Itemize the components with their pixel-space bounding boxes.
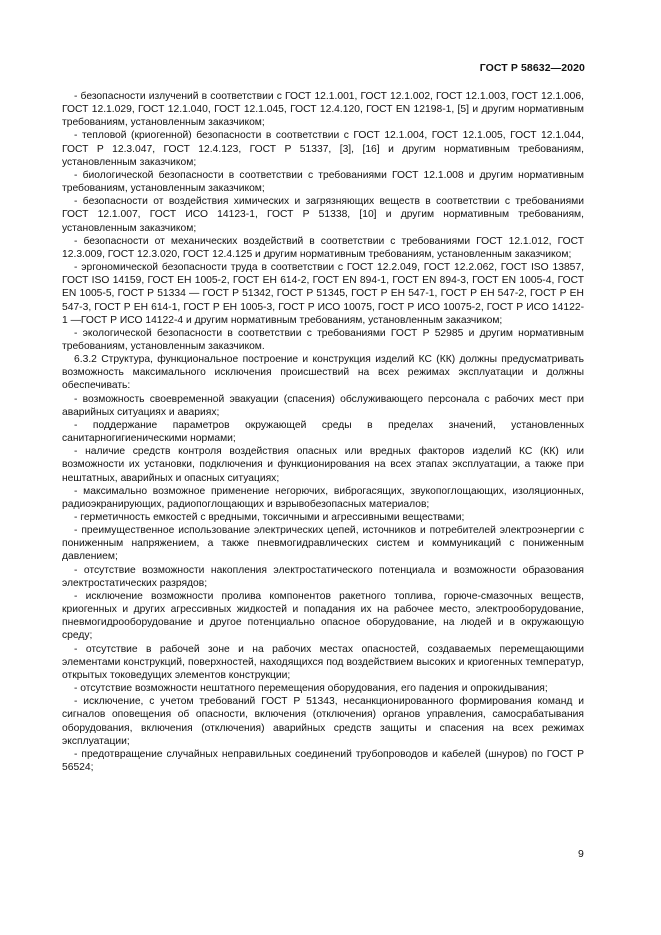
paragraph: - наличие средств контроля воздействия опасных или вредных факторов изделий КС (КК) или возможности их установки, подключения и функционирования на всех этапах эксплуатации, а также при нештатных, аварийных и опасных ситуациях;	[62, 446, 584, 484]
paragraph: - предотвращение случайных неправильных соединений трубопроводов и кабелей (шнуров) по ГОСТ Р 56524;	[62, 748, 584, 773]
section-paragraph: 6.3.2 Структура, функциональное построение и конструкция изделий КС (КК) должны предусматривать возможность максимального исключения происшествий на всех режимах эксплуатации и должны обеспечивать:	[62, 354, 584, 392]
paragraph: - герметичность емкостей с вредными, токсичными и агрессивными веществами;	[74, 512, 465, 523]
body-text	[62, 90, 584, 774]
paragraph: - безопасности от воздействия химических и загрязняющих веществ в соответствии с требованиями ГОСТ 12.1.007, ГОСТ ИСО 14123-1, ГОСТ Р 51338, [10] и другим нормативным требованиям, установленным заказчиком;	[62, 196, 584, 234]
paragraph: - поддержание параметров окружающей среды в пределах значений, установленных санитарногигиеническими нормами;	[62, 419, 584, 445]
paragraph: - исключение возможности пролива компонентов ракетного топлива, горюче-смазочных веществ, криогенных и других агрессивных жидкостей и попадания их на рабочее место, электрооборудование, пневмогидрооборудование и другое потенциально опасное оборудование, на людей и в окружающую среду;	[62, 590, 584, 642]
paragraph: - экологической безопасности в соответствии с требованиями ГОСТ Р 52985 и другим нормативным требованиям, установленным заказчиком.	[62, 327, 584, 352]
paragraph: - возможность своевременной эвакуации (спасения) обслуживающего персонала с рабочих мест при аварийных ситуациях и авариях;	[62, 393, 584, 418]
paragraph: - безопасности излучений в соответствии с ГОСТ 12.1.001, ГОСТ 12.1.002, ГОСТ 12.1.003, ГОСТ 12.1.006, ГОСТ 12.1.029, ГОСТ 12.1.040, ГОСТ 12.1.045, ГОСТ 12.4.120, ГОСТ EN 12198-1, [5] и другим нормативным требованиям, установленным заказчиком;	[62, 91, 584, 129]
paragraph: - отсутствие возможности нештатного перемещения оборудования, его падения и опрокидывания;	[74, 683, 548, 695]
paragraph: - отсутствие возможности накопления электростатического потенциала и возможности образования электростатических разрядов;	[62, 564, 584, 589]
paragraph: - эргономической безопасности труда в соответствии с ГОСТ 12.2.049, ГОСТ 12.2.062, ГОСТ ISO 13857, ГОСТ ISO 14159, ГОСТ ЕН 1005-2, ГОСТ ЕН 614-2, ГОСТ EN 894-1, ГОСТ EN 894-3, ГОСТ EN 1005-4, ГОСТ EN 1005-5, ГОСТ Р 51334 — ГОСТ Р 51342, ГОСТ Р 51345, ГОСТ Р ЕН 547-1, ГОСТ Р ЕН 547-2, ГОСТ Р ЕН 547-3, ГОСТ Р ЕН 614-1, ГОСТ Р ЕН 1005-3, ГОСТ Р ИСО 10075, ГОСТ Р ИСО 10075-2, ГОСТ Р ИСО 14122-1 —ГОСТ Р ИСО 14122-4 и другим нормативным требованиям, установленным заказчиком;	[62, 262, 584, 326]
paragraph: - отсутствие в рабочей зоне и на рабочих местах опасностей, создаваемых перемещающими элементами конструкций, поверхностей, находящихся под воздействием высоких и криогенных температур, открытых токоведущих элементов конструкции;	[62, 643, 584, 681]
paragraph: - безопасности от механических воздействий в соответствии с требованиями ГОСТ 12.1.012, ГОСТ 12.3.009, ГОСТ 12.3.020, ГОСТ 12.4.125 и другим нормативным требованиям, установленным заказчиком;	[62, 235, 584, 260]
paragraph: - биологической безопасности в соответствии с требованиями ГОСТ 12.1.008 и другим нормативным требованиям, установленным заказчиком;	[62, 169, 584, 195]
paragraph: - исключение, с учетом требований ГОСТ Р 51343, несанкционированного формирования команд и сигналов оповещения об опасности, включения (отключения) органов управления, самосрабатывания оборудования, включения (отключения) аварийных средств защиты и спасения на всех режимах эксплуатации;	[62, 696, 584, 747]
paragraph: - тепловой (криогенной) безопасности в соответствии с ГОСТ 12.1.004, ГОСТ 12.1.005, ГОСТ 12.1.044, ГОСТ Р 12.3.047, ГОСТ 12.4.123, ГОСТ Р 51337, [3], [16] и другим нормативным требованиям, установленным заказчиком;	[62, 130, 584, 168]
paragraph: - максимально возможное применение негорючих, виброгасящих, звукопоглощающих, изоляционных, радиоэкранирующих, радиопоглощающих и взрывобезопасных материалов;	[62, 485, 584, 510]
document-code-header: ГОСТ Р 58632—2020	[479, 62, 585, 74]
page-number: 9	[578, 848, 584, 860]
paragraph: - преимущественное использование электрических цепей, источников и потребителей электроэнергии с пониженным напряжением, а также пневмогидравлических систем и коммуникаций с пониженным давлением;	[62, 525, 584, 563]
